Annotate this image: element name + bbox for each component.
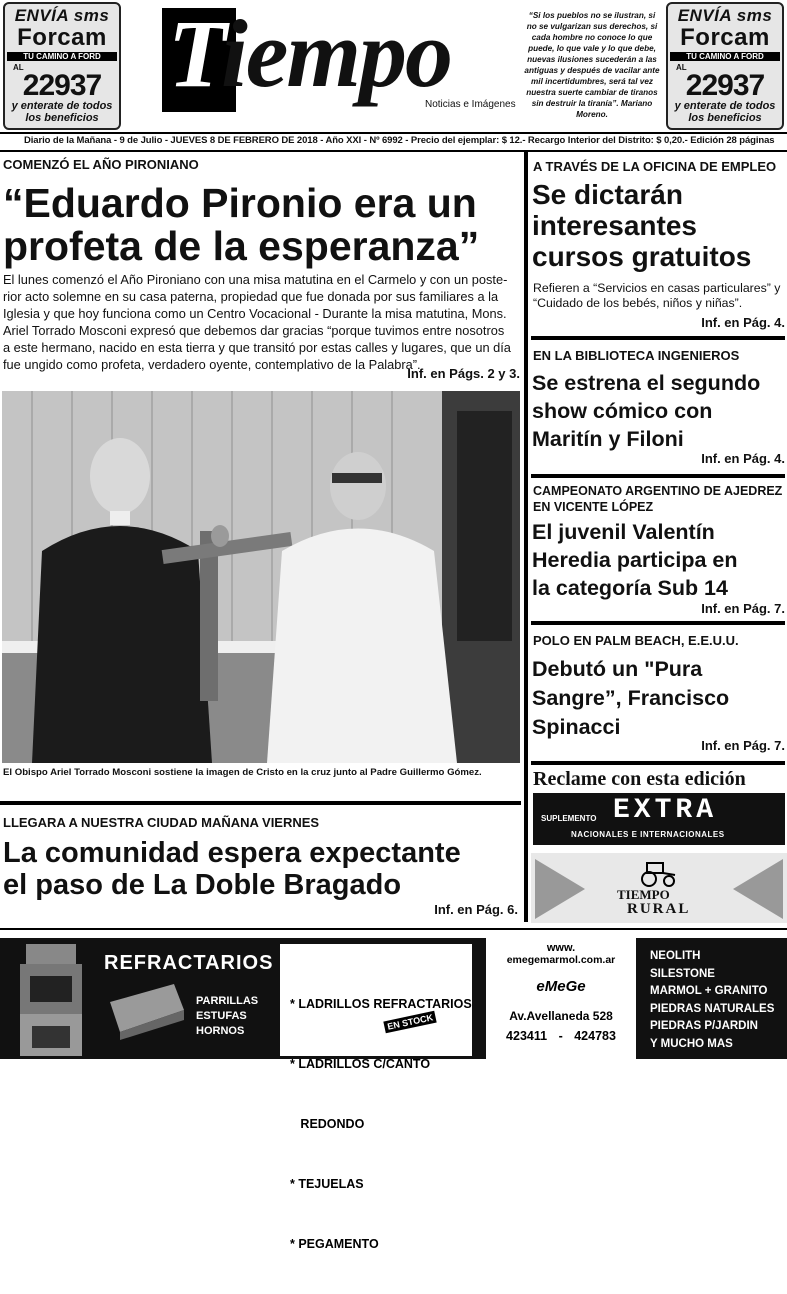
- masthead-logo[interactable]: [168, 0, 452, 107]
- stone-item: NEOLITH: [650, 950, 701, 962]
- extra-small: SUPLEMENTO: [541, 814, 597, 823]
- refractarios-item: HORNOS: [196, 1025, 245, 1037]
- side1-ref[interactable]: Inf. en Pág. 4.: [701, 315, 785, 330]
- extra-supplement[interactable]: [533, 793, 785, 845]
- headline-line: Se dictarán: [532, 179, 683, 210]
- body-line: fue ungido como profeta, verdadero oyente, contemplativo de la Palabra”.: [3, 357, 421, 372]
- stock-badge: EN STOCK: [383, 1011, 437, 1034]
- side4-kicker: POLO EN PALM BEACH, E.E.U.U.: [533, 633, 739, 648]
- main-kicker: COMENZÓ EL AÑO PIRONIANO: [3, 157, 199, 172]
- materials-item: * TEJUELAS: [290, 1177, 364, 1191]
- headline-line: la categoría Sub 14: [532, 576, 728, 600]
- photo-caption: El Obispo Ariel Torrado Mosconi sostiene la imagen de Cristo en la cruz junto al Padre Guillermo Gómez.: [3, 767, 482, 778]
- emege-brand: eMeGe: [536, 978, 586, 995]
- sub-line: “Cuidado de los bebés, niños y niñas”.: [533, 296, 743, 310]
- sms-line1: ENVÍA sms: [677, 6, 773, 25]
- main-headline-line1[interactable]: “Eduardo Pironio era un: [3, 180, 477, 226]
- stone-item: SILESTONE: [650, 967, 715, 980]
- side4-ref[interactable]: Inf. en Pág. 7.: [701, 738, 785, 753]
- sms-number: 22937: [22, 69, 102, 102]
- headline-line: El juvenil Valentín: [532, 520, 715, 544]
- materials-item: * LADRILLOS REFRACTARIOS: [290, 997, 472, 1011]
- column-divider: [524, 152, 528, 922]
- side3-kicker: CAMPEONATO ARGENTINO DE AJEDREZ: [533, 484, 783, 498]
- second-kicker: LLEGARA A NUESTRA CIUDAD MAÑANA VIERNES: [3, 815, 320, 830]
- tractor-icon: [639, 857, 679, 887]
- extra-sub: NACIONALES E INTERNACIONALES: [571, 830, 725, 839]
- sms-tagline: TU CAMINO A FORD: [670, 52, 780, 61]
- body-line: Ariel Torrado Mosconi expresó que debemos dar gracias “porque tuvimos entre nosotros: [3, 323, 505, 338]
- materials-item: * LADRILLOS C/CANTO: [290, 1057, 431, 1071]
- headline-line: Sangre”, Francisco: [532, 686, 730, 710]
- refractarios-items: [196, 994, 258, 1039]
- sms-number: 22937: [685, 69, 765, 102]
- sms-line4: y enterate de todos: [674, 100, 776, 112]
- headline-line: Heredia participa en: [532, 548, 738, 572]
- headline-line: cursos gratuitos: [532, 241, 752, 272]
- main-ref[interactable]: Inf. en Págs. 2 y 3.: [407, 366, 520, 381]
- headline-line: show cómico con: [532, 399, 713, 423]
- photo-illustration: [2, 391, 520, 763]
- side2-ref[interactable]: Inf. en Pág. 4.: [701, 451, 785, 466]
- logo-subtitle: Noticias e Imágenes: [425, 99, 516, 110]
- sms-line1: ENVÍA sms: [14, 6, 110, 25]
- side3-headline[interactable]: [532, 518, 738, 602]
- tiempo-rural-supplement[interactable]: [531, 853, 787, 923]
- sms-ad-right[interactable]: [666, 2, 784, 130]
- side1-sub: [533, 281, 780, 311]
- headline-line: Spinacci: [532, 715, 621, 739]
- emege-address: Av.Avellaneda 528: [509, 1009, 613, 1023]
- side2-kicker: EN LA BIBLIOTECA INGENIEROS: [533, 348, 740, 363]
- reclame-title: Reclame con esta edición: [533, 768, 746, 790]
- web-prefix: www.: [546, 942, 576, 954]
- main-body: [3, 271, 521, 373]
- body-line: rior acto solemne en su casa paterna, propiedad que fue donada por sus familiares a la: [3, 289, 499, 304]
- side-rule: [531, 621, 785, 625]
- sms-line5: los beneficios: [25, 112, 99, 124]
- arrow-right-icon: [535, 859, 585, 919]
- second-headline-line1[interactable]: La comunidad espera expectante: [3, 837, 461, 869]
- side3-ref[interactable]: Inf. en Pág. 7.: [701, 601, 785, 616]
- main-headline-line2[interactable]: profeta de la esperanza”: [3, 223, 480, 269]
- rural-line2: RURAL: [627, 901, 691, 917]
- side-rule: [531, 761, 785, 765]
- materials-list: [290, 954, 472, 1294]
- extra-big: EXTRA: [613, 795, 718, 826]
- side-rule: [531, 474, 785, 478]
- body-line: El lunes comenzó el Año Pironiano con una misa matutina en el Carmelo y con un poste-: [3, 272, 508, 287]
- phone-separator: -: [558, 1029, 563, 1043]
- sms-al: AL: [676, 63, 687, 72]
- sub-line: Refieren a “Servicios en casas particulares” y: [533, 281, 781, 295]
- side-rule: [531, 336, 785, 340]
- side3-kicker2: EN VICENTE LÓPEZ: [533, 500, 654, 514]
- logo-letter: T: [168, 0, 222, 107]
- body-line: Iglesia y que hoy funciona como un Centro Vocacional - Durante la misa matutina, Mons.: [3, 306, 507, 321]
- side2-headline[interactable]: [532, 369, 760, 453]
- sms-line4: y enterate de todos: [11, 100, 113, 112]
- brick-icon: [104, 980, 186, 1040]
- sms-brand: Forcam: [17, 24, 107, 51]
- grill-icon: [16, 944, 86, 1056]
- refractarios-item: ESTUFAS: [196, 1010, 247, 1022]
- refractarios-item: PARRILLAS: [196, 995, 259, 1007]
- emege-phones: [486, 1029, 636, 1043]
- side4-headline[interactable]: [532, 655, 729, 742]
- headline-line: interesantes: [532, 210, 697, 241]
- moreno-quote: “Si los pueblos no se ilustran, si no se vulgarizan sus derechos, si cada hombre no conoce lo que puede, lo que vale y lo que debe, nuevas ilusiones sucederán a las antiguas y después de vacilar ante mil incertidumbres, será tal vez nuestra suerte cambiar de tiranos sin destruir la tiranía”. Mariano Moreno.: [524, 11, 660, 119]
- phone-2[interactable]: 424783: [574, 1029, 616, 1043]
- second-ref[interactable]: Inf. en Pág. 6.: [434, 902, 518, 917]
- sms-ad-left[interactable]: [3, 2, 121, 130]
- main-photo[interactable]: [2, 391, 520, 763]
- stone-item: PIEDRAS P/JARDIN: [650, 1020, 758, 1032]
- headline-line: Se estrena el segundo: [532, 371, 761, 395]
- body-line: a este hermano, nacido en esta tierra y que transitó por estas calles y lugares, que un día: [3, 340, 511, 355]
- rural-line1: TIEMPO: [617, 887, 670, 902]
- bottom-advertisement[interactable]: [0, 938, 787, 1251]
- sms-al: AL: [13, 63, 24, 72]
- sms-line5: los beneficios: [688, 112, 762, 124]
- materials-item: * PEGAMENTO: [290, 1237, 379, 1251]
- refractarios-title: REFRACTARIOS: [104, 952, 274, 974]
- second-rule: [0, 801, 521, 805]
- sms-brand: Forcam: [680, 24, 770, 51]
- logo-text: iempo: [221, 0, 452, 107]
- dateline: Diario de la Mañana - 9 de Julio - JUEVES 8 DE FEBRERO DE 2018 - Año XXI - Nº 6992 - Precio del ejemplar: $ 12.- Recargo Interior del Distrito: $ 0,20.- Edición 28 páginas: [24, 135, 775, 146]
- stone-item: MARMOL + GRANITO: [650, 985, 768, 997]
- bottom-rule: [0, 928, 787, 930]
- stone-list: [650, 948, 774, 1053]
- phone-1[interactable]: 423411: [506, 1029, 548, 1043]
- second-headline-line2[interactable]: el paso de La Doble Bragado: [3, 869, 402, 901]
- sms-tagline: TU CAMINO A FORD: [7, 52, 117, 61]
- website[interactable]: emegemarmol.com.ar: [506, 954, 616, 966]
- headline-line: Debutó un "Pura: [532, 657, 703, 681]
- arrow-left-icon: [733, 859, 783, 919]
- emege-box[interactable]: [486, 938, 636, 1059]
- stone-item: Y MUCHO MAS: [650, 1037, 733, 1050]
- header-rule: [0, 132, 787, 134]
- side1-kicker: A TRAVÉS DE LA OFICINA DE EMPLEO: [533, 159, 777, 174]
- side1-headline[interactable]: [532, 179, 751, 272]
- materials-item: REDONDO: [290, 1117, 365, 1131]
- materials-list-box: [280, 944, 472, 1251]
- dateline-rule: [0, 150, 787, 152]
- headline-line: Maritín y Filoni: [532, 427, 684, 451]
- stone-item: PIEDRAS NATURALES: [650, 1002, 775, 1015]
